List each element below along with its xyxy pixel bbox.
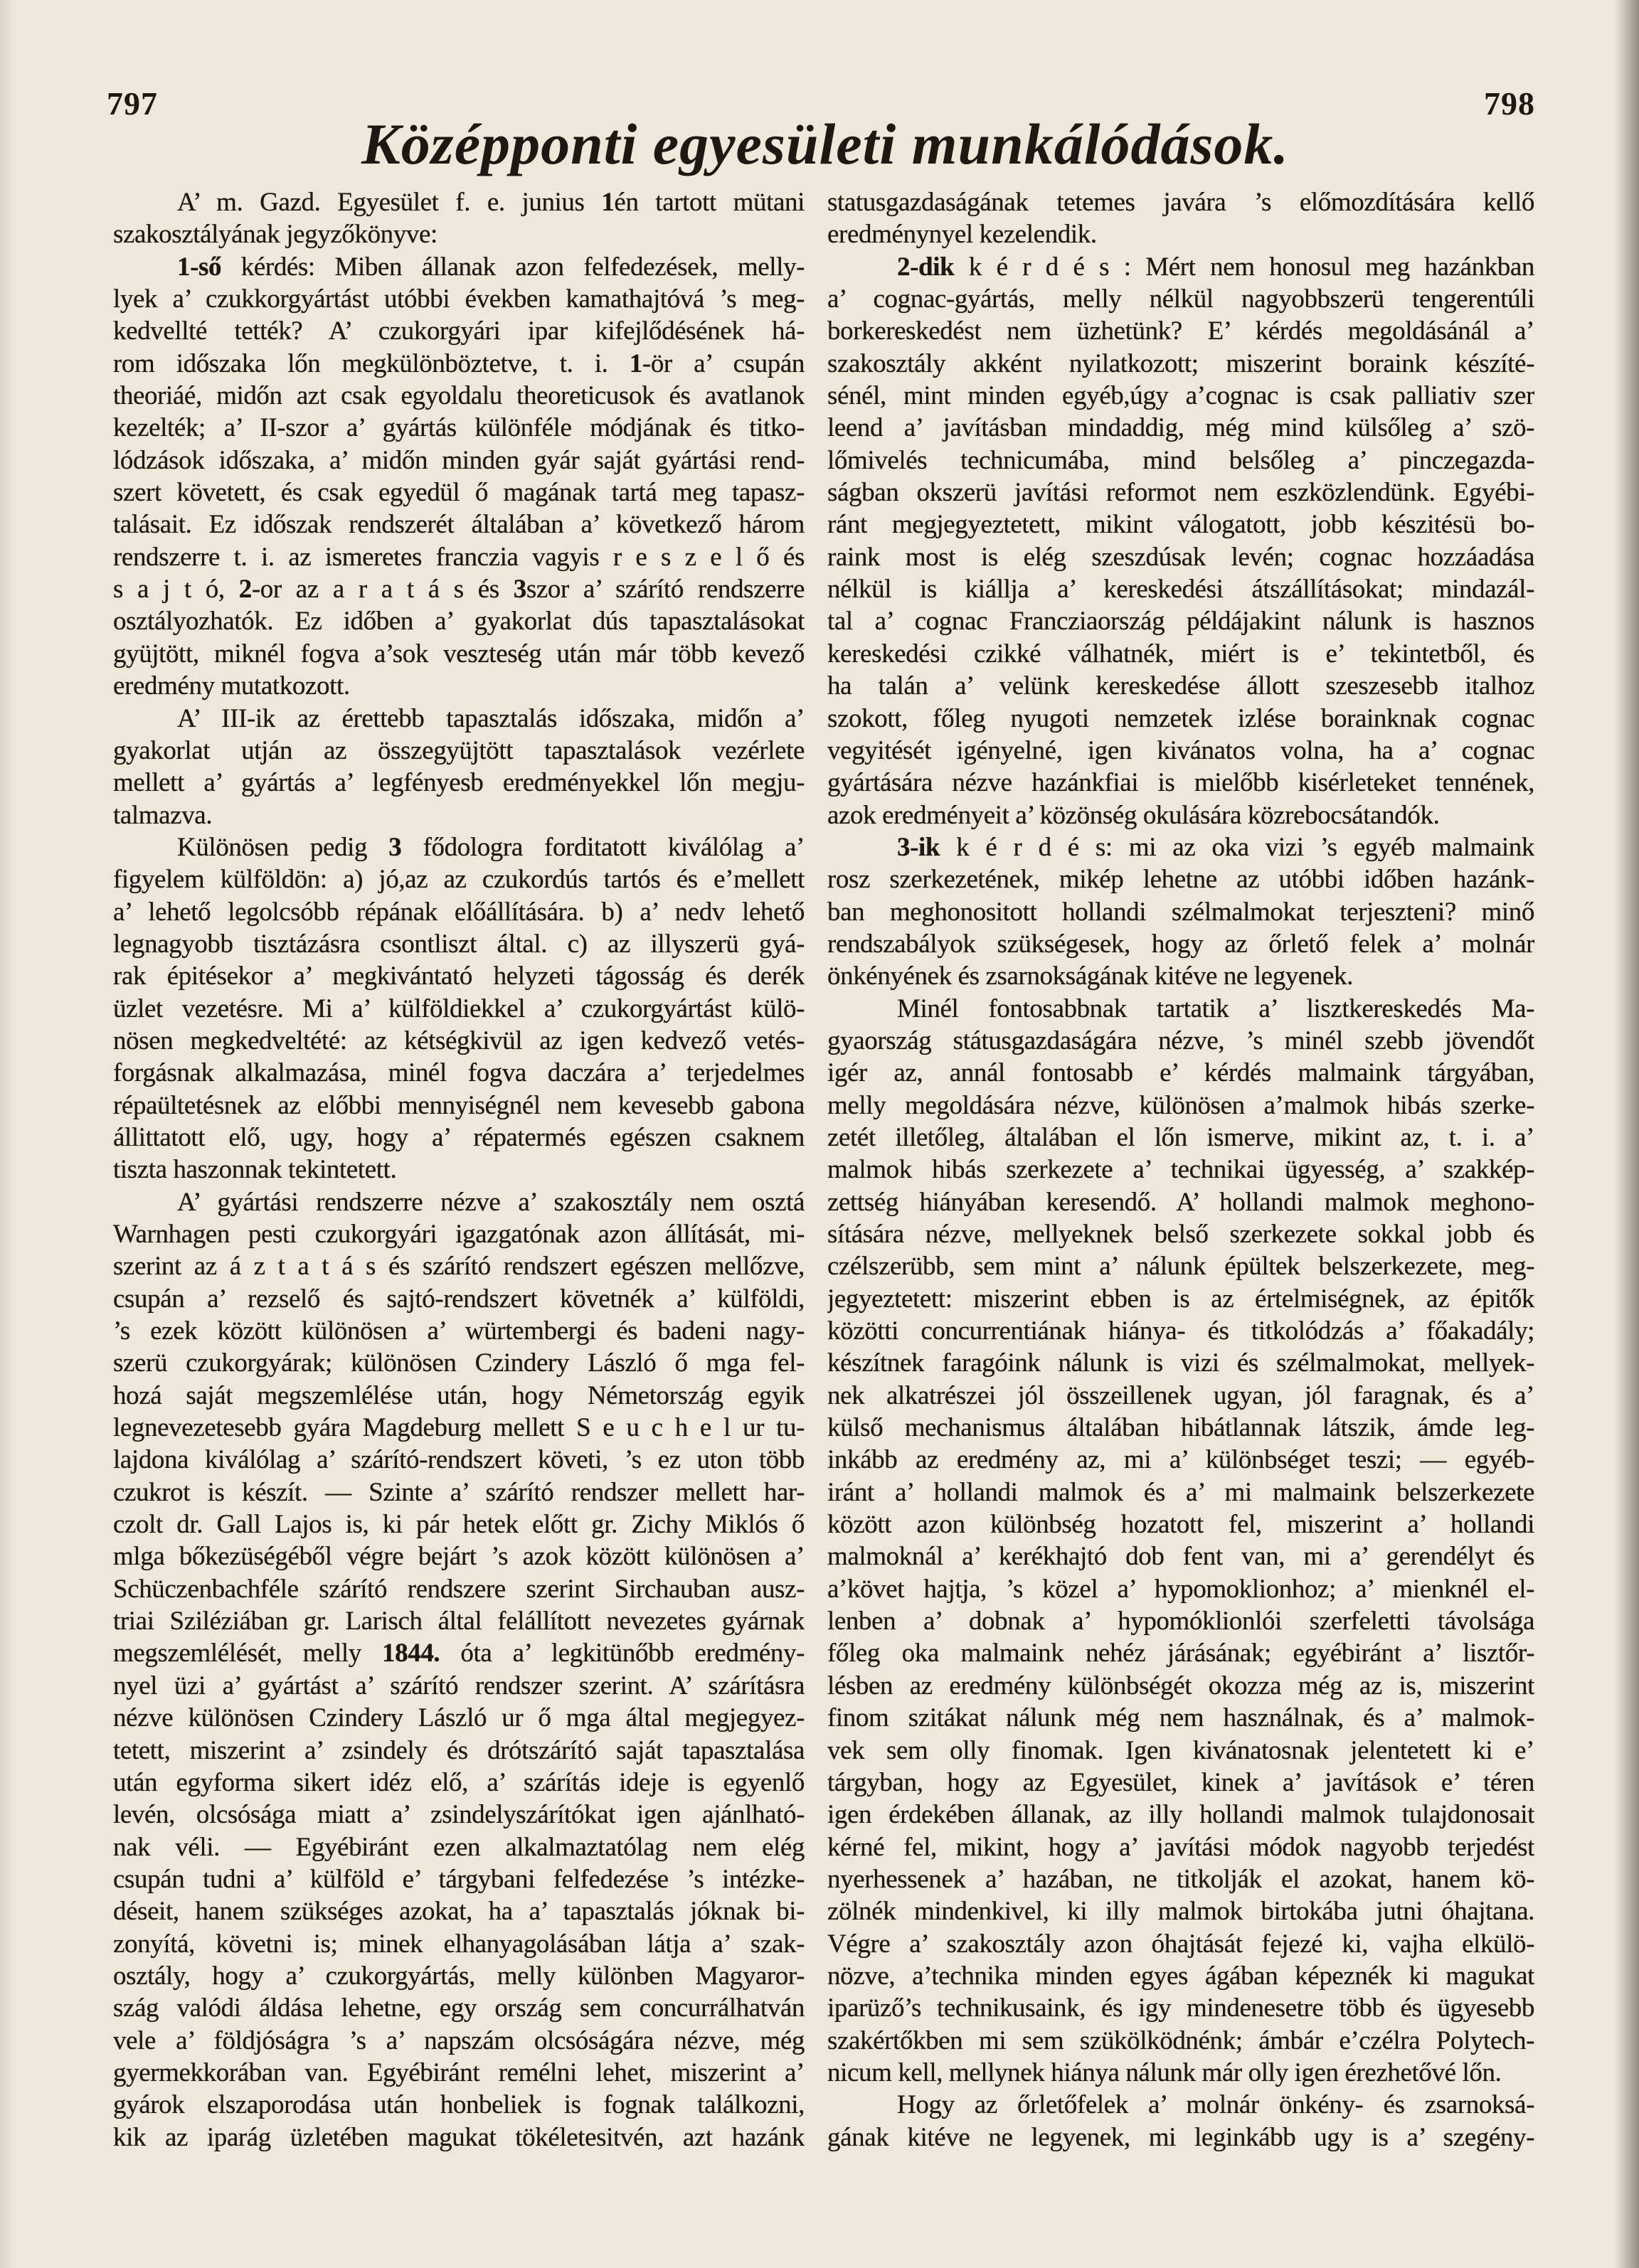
text-line: [827, 831, 1534, 863]
text-line: nözve, a’technika minden egyes ágában képeznék ki magukat: [827, 1961, 1534, 1991]
page-title: Középponti egyesületi munkálódások.: [361, 112, 1289, 176]
text-line: állittatott elő, ugy, hogy a’ répatermés egészen csaknem: [113, 1122, 805, 1152]
text-line: lésben az eredmény különbségét okozza még az is, miszerint: [827, 1671, 1534, 1700]
text-line: lajdona kiválólag a’ szárító-rendszert követi, ’s ez uton több: [113, 1445, 805, 1475]
text-line: statusgazdaságának tetemes javára ’s előmozdítására kellő: [827, 188, 1534, 217]
text-segment: én tartott mütani: [614, 188, 805, 217]
text-line: czukrot is készít. — Szinte a’ szárító rendszer mellett har-: [113, 1477, 805, 1507]
text-line: melly megoldására nézve, különösen a’malmok hibás szerke-: [827, 1090, 1534, 1120]
text-line: mellett a’ gyártás a’ legfényesb eredményekkel lőn megju-: [113, 768, 805, 798]
text-line: nézve különösen Czindery László ur ő mga által megjegyez-: [113, 1703, 805, 1733]
text-line: répaültetésnek az előbbi mennyiségnél nem kevesebb gabona: [113, 1090, 805, 1120]
text-line: A’ gyártási rendszerre nézve a’ szakosztály nem osztá: [177, 1187, 805, 1217]
page-number-right: 798: [1484, 85, 1535, 122]
page-number-left: 797: [107, 85, 158, 122]
text-line: szakértőkben mi sem szükölködnénk; ámbár e’czélra Polytech-: [827, 2025, 1534, 2055]
text-line: tetett, miszerint a’ zsindely és drótszárító saját tapasztalása: [113, 1735, 805, 1765]
text-line: A’ III-ik az érettebb tapasztalás időszaka, midőn a’: [177, 703, 805, 733]
text-line: csupán a’ rezselő és sajtó-rendszert követnék a’ külföldi,: [113, 1284, 805, 1314]
text-line: közötti concurrentiának hiánya- és titkolódzás a’ főakadály;: [827, 1316, 1534, 1346]
text-line: nyerhessenek a’ hazában, ne titkolják el azokat, hanem kö-: [827, 1864, 1534, 1894]
text-line: ban meghonositott hollandi szélmalmokat terjeszteni? minő: [827, 897, 1534, 927]
text-line: a’ lehető legolcsóbb répának előállítására. b) a’ nedv lehető: [113, 897, 805, 927]
text-line: Minél fontosabbnak tartatik a’ lisztkereskedés Ma-: [897, 994, 1534, 1023]
text-line: zonyítá, követni is; minek elhanyagolásában látja a’ szak-: [113, 1929, 805, 1959]
text-line: raink most is elég szeszdúsak levén; cognac hozzáadása: [827, 542, 1534, 572]
text-segment: s a j t ó,: [113, 575, 239, 605]
text-line: figyelem külföldön: a) jó,az az czukordús tartós és e’mellett: [113, 865, 805, 895]
text-line: nösen megkedveltété: az kétségkivül az igen kedvező vetés-: [113, 1026, 805, 1055]
text-line: [113, 348, 805, 380]
text-segment: szor a’ szárító rendszerre: [526, 575, 805, 605]
text-line: inkább az eredmény az, mi a’ különbséget teszi; — egyéb-: [827, 1445, 1534, 1475]
text-line: gyártására nézve hazánkfiai is mielőbb kisérleteket tennének,: [827, 768, 1534, 798]
text-segment: k é r d é s : Mért nem honosul meg hazánkban: [954, 252, 1534, 282]
text-line: vek sem olly finomak. Igen kivánatosnak jelentetett ki e’: [827, 1735, 1534, 1765]
text-line: hozá saját megszemlélése után, hogy Németország egyik: [113, 1380, 805, 1410]
text-line: Schüczenbachféle szárító rendszere szerint Sirchauban ausz-: [113, 1574, 805, 1604]
text-segment: -or az a r a t á s és: [251, 575, 514, 605]
text-line: leend a’ javításban mindaddig, még mind külsőleg a’ szö-: [827, 413, 1534, 443]
text-line: forgásnak alkalmazása, minél fogva daczára a’ terjedelmes: [113, 1058, 805, 1088]
text-line: szerint az á z t a t á s és szárító rendszert egészen mellőzve,: [113, 1252, 805, 1282]
bold-text: 2-dik: [897, 252, 955, 282]
text-line: finom szitákat nálunk még nem használnak, és a’ malmok-: [827, 1703, 1534, 1733]
text-line: zölnék mindenkivel, ki illy malmok birtokába jutni óhajtana.: [827, 1897, 1534, 1927]
text-line: főleg oka malmaink nehéz járásának; egyébiránt a’ lisztőr-: [827, 1639, 1534, 1668]
bold-text: 1: [601, 188, 615, 217]
text-line: azok eredményeit a’ közönség okulására közrebocsátandók.: [827, 800, 1440, 830]
paragraph: [113, 831, 805, 1186]
text-line: theoriáé, midőn azt csak egyoldalu theoreticusok és avatlanok: [113, 381, 805, 411]
text-line: gyakorlat utján az összegyüjtött tapasztalások vezérlete: [113, 735, 805, 765]
text-segment: megszemlélését, melly: [113, 1639, 383, 1668]
bold-text: 3-ik: [897, 832, 940, 862]
text-line: a’ cognac-gyártás, melly nélkül nagyobbszerü tengerentúli: [827, 284, 1534, 314]
text-line: Warnhagen pesti czukorgyári igazgatónak azon állítását, mi-: [113, 1220, 805, 1249]
text-segment: óta a’ legkitünőbb eredmény-: [440, 1639, 805, 1668]
text-line: szokott, főleg nyugoti nemzetek izlése borainknak cognac: [827, 703, 1534, 733]
bold-text: 2: [238, 575, 252, 605]
text-line: nicum kell, mellynek hiánya nálunk már olly igen érezhetővé lőn.: [827, 2057, 1502, 2087]
text-line: [113, 831, 805, 863]
text-line: ’s ezek között különösen a’ würtembergi és badeni nagy-: [113, 1316, 805, 1346]
text-line: ha talán a’ velünk kereskedése állott szeszesebb italhoz: [827, 671, 1534, 701]
text-line: déseit, hanem szükséges azokat, ha a’ tapasztalás jóknak bi-: [113, 1897, 805, 1927]
text-line: rendszabályok szükségesek, hogy az őrlető felek a’ molnár: [827, 929, 1534, 959]
bold-text: 3: [513, 575, 526, 605]
text-line: után egyforma sikert idéz elő, a’ szárítás ideje is egyenlő: [113, 1767, 805, 1797]
text-line: osztály, hogy a’ czukorgyártás, melly különben Magyaror-: [113, 1961, 805, 1991]
text-line: rosz szerkezetének, mikép lehetne az utóbbi időben hazánk-: [827, 865, 1534, 895]
paragraph: [827, 186, 1534, 251]
text-line: önkényének és zsarnokságának kitéve ne legyenek.: [827, 962, 1353, 991]
text-segment: Különösen pedig: [177, 832, 389, 862]
paragraph: [113, 251, 805, 703]
text-line: legnevezetesebb gyára Magdeburg mellett S e u c h e l ur tu-: [113, 1413, 805, 1443]
text-line: szerü czukorgyárak; különösen Czindery László ő mga fel-: [113, 1348, 805, 1378]
text-line: [827, 251, 1534, 283]
text-line: iránt a’ hollandi malmok és a’ mi malmaink belszerkezete: [827, 1477, 1534, 1507]
page-edge-shadow-right: [1615, 0, 1639, 2268]
text-line: zettség hiányában keresendő. A’ hollandi malmok meghono-: [827, 1187, 1534, 1217]
text-line: lőmivelés technicumába, mind belsőleg a’ pinczegazda-: [827, 445, 1534, 475]
text-line: borkereskedést nem üzhetünk? E’ kérdés megoldásánál a’: [827, 316, 1534, 346]
text-line: jegyeztetett: miszerint ebben is az értelmiségnek, az épitők: [827, 1284, 1534, 1314]
text-line: tal a’ cognac Francziaország példájakint nálunk is hasznos: [827, 607, 1534, 637]
text-line: kik az iparág üzletében magukat tökéletesitvén, azt hazánk: [113, 2122, 805, 2152]
text-line: triai Sziléziában gr. Larisch által felállított nevezetes gyárnak: [113, 1607, 805, 1636]
paragraph: [827, 993, 1534, 2089]
text-line: nyel üzi a’ gyártást a’ szárító rendszer szerint. A’ szárításra: [113, 1671, 805, 1700]
text-line: rendszerre t. i. az ismeretes franczia vagyis r e s z e l ő és: [113, 542, 805, 572]
text-segment: A’ m. Gazd. Egyesület f. e. junius: [177, 188, 602, 217]
page-edge-shadow-left: [0, 0, 13, 2268]
text-line: gyermekkorában van. Egyébiránt remélni lehet, miszerint a’: [113, 2057, 805, 2087]
text-line: czélszerübb, sem mint a’ nálunk épültek belszerkezete, meg-: [827, 1252, 1534, 1282]
text-line: sénél, mint minden egyéb,úgy a’cognac is csak palliativ szer: [827, 381, 1534, 411]
text-segment: kérdés: Miben állanak azon felfedezések, melly-: [221, 252, 805, 282]
text-line: legnagyobb tisztázásra csontliszt által. c) az illyszerü gyá-: [113, 929, 805, 959]
paragraph: [827, 831, 1534, 993]
paragraph: [113, 703, 805, 831]
bold-text: 3: [388, 832, 402, 862]
text-line: gának kitéve ne legyenek, mi leginkább ugy is a’ szegény-: [827, 2122, 1534, 2152]
paragraph: [113, 1186, 805, 2153]
text-line: lódzások időszaka, a’ midőn minden gyár saját gyártási rend-: [113, 445, 805, 475]
left-column: [113, 186, 805, 2153]
text-line: mlga bőkezüségéből végre bejárt ’s azok között különösen a’: [113, 1542, 805, 1572]
bold-text: 1-ső: [177, 252, 222, 282]
text-line: között azon különbség hozatott fel, miszerint a’ hollandi: [827, 1510, 1534, 1540]
text-line: szakosztályának jegyzőkönyve:: [113, 220, 437, 250]
text-line: a’követ hajtja, ’s közel a’ hypomoklionhoz; a’ mienknél el-: [827, 1574, 1534, 1604]
text-segment: rom időszaka lőn megkülönböztetve, t. i.: [113, 348, 630, 378]
text-line: [113, 251, 805, 283]
text-line: lenben a’ dobnak a’ hypomóklionlói szerfeletti távolsága: [827, 1607, 1534, 1636]
paragraph: [827, 2089, 1534, 2153]
text-segment: -ör a’ csupán: [642, 348, 805, 378]
text-line: szakosztály akként nyilatkozott; miszerint boraink készíté-: [827, 348, 1534, 378]
text-line: lyek a’ czukkorgyártást utóbbi években kamathajtóvá ’s meg-: [113, 284, 805, 314]
text-line: zetét illetőleg, általában el lőn ismerve, mikint az, t. i. a’: [827, 1122, 1534, 1152]
text-line: nak véli. — Egyébiránt ezen alkalmaztatólag nem elég: [113, 1832, 805, 1862]
text-line: eredmény mutatkozott.: [113, 671, 350, 701]
text-line: malmoknál a’ kerékhajtó dob fent van, mi a’ gerendélyt és: [827, 1542, 1534, 1572]
text-line: levén, olcsósága miatt a’ zsindelyszárítókat igen ajánlható-: [113, 1800, 805, 1830]
text-line: malmok hibás szerkezete a’ technikai ügyesség, a’ szakkép-: [827, 1155, 1534, 1185]
text-line: kérné fel, mikint, hogy a’ javítási módok nagyobb terjedést: [827, 1832, 1534, 1862]
text-line: talásait. Ez időszak rendszerét általában a’ következő három: [113, 510, 805, 540]
text-line: tárgyban, hogy az Egyesület, kinek a’ javítások e’ téren: [827, 1767, 1534, 1797]
text-line: tiszta haszonnak tekintetett.: [113, 1155, 397, 1185]
text-line: vegyitését igényelné, igen kivánatos volna, ha a’ cognac: [827, 735, 1534, 765]
text-line: igér az, annál fontosabb e’ kérdés malmaink tárgyában,: [827, 1058, 1534, 1088]
text-line: vele a’ földjóságra ’s a’ napszám olcsóságára nézve, még: [113, 2025, 805, 2055]
paragraph: [827, 251, 1534, 831]
text-line: üzlet vezetésre. Mi a’ külföldiekkel a’ czukorgyártást külö-: [113, 994, 805, 1023]
text-line: rak épitésekor a’ megkivántató helyzeti tágosság és derék: [113, 962, 805, 991]
text-line: nek alkatrészei jól összeillenek ugyan, jól faragnak, és a’: [827, 1380, 1534, 1410]
text-line: [113, 186, 805, 218]
text-line: gyüjtött, miknél fogva a’sok veszteség után már több kevező: [113, 639, 805, 669]
text-line: szág valódi áldása lehetne, egy ország sem concurrálhatván: [113, 1993, 805, 2023]
text-segment: k é r d é s: mi az oka vizi ’s egyéb malmaink: [940, 832, 1534, 862]
text-line: sítására nézve, mellyeknek belső szerkezete sokkal jobb és: [827, 1220, 1534, 1249]
text-line: osztályozhatók. Ez időben a’ gyakorlat dús tapasztalásokat: [113, 607, 805, 637]
paragraph: [113, 186, 805, 251]
text-line: gyárok elszaporodása után honbeliek is fognak találkozni,: [113, 2090, 805, 2120]
text-line: eredménynyel kezelendik.: [827, 220, 1097, 250]
text-line: Hogy az őrletőfelek a’ molnár önkény- és zsarnoksá-: [897, 2090, 1534, 2120]
text-line: igen érdekében állanak, az illy hollandi malmok tulajdonosait: [827, 1800, 1534, 1830]
text-line: készítnek faragóink nálunk is vizi és szélmalmokat, mellyek-: [827, 1348, 1534, 1378]
text-line: [113, 573, 805, 605]
text-line: kezelték; a’ II-szor a’ gyártás különféle módjának és titko-: [113, 413, 805, 443]
text-line: kereskedési czikké válhatnék, miért is e’ tekintetből, és: [827, 639, 1534, 669]
text-line: nélkül is kiállja a’ kereskedési átszállításokat; mindazál-: [827, 575, 1534, 605]
text-line: Végre a’ szakosztály azon óhajtását fejezé ki, vajha elkülö-: [827, 1929, 1534, 1959]
text-line: talmazva.: [113, 800, 213, 830]
text-line: czolt dr. Gall Lajos is, ki pár hetek előtt gr. Zichy Miklós ő: [113, 1510, 805, 1540]
text-line: iparüző’s technikusaink, és igy mindenesetre több és ügyesebb: [827, 1993, 1534, 2023]
text-line: ságban okszerü javítási reformot nem eszközlendünk. Egyébi-: [827, 478, 1534, 508]
text-line: [113, 1637, 805, 1669]
text-line: gyaország státusgazdaságára nézve, ’s minél szebb jövendőt: [827, 1026, 1534, 1055]
text-line: csupán tudni a’ külföld e’ tárgybani felfedezése ’s intézke-: [113, 1864, 805, 1894]
bold-text: 1: [629, 348, 642, 378]
text-segment: fődologra forditatott kiválólag a’: [401, 832, 805, 862]
text-line: szert követett, és csak egyedül ő magának tartá meg tapasz-: [113, 478, 805, 508]
right-column: [827, 186, 1534, 2153]
text-line: kedvellté tették? A’ czukorgyári ipar kifejlődésének há-: [113, 316, 805, 346]
text-line: külső mechanismus általában hibátlannak látszik, ámde leg-: [827, 1413, 1534, 1443]
bold-text: 1844.: [382, 1639, 440, 1668]
text-line: ránt megjegyeztetett, mikint válogatott, jobb készitésü bo-: [827, 510, 1534, 540]
